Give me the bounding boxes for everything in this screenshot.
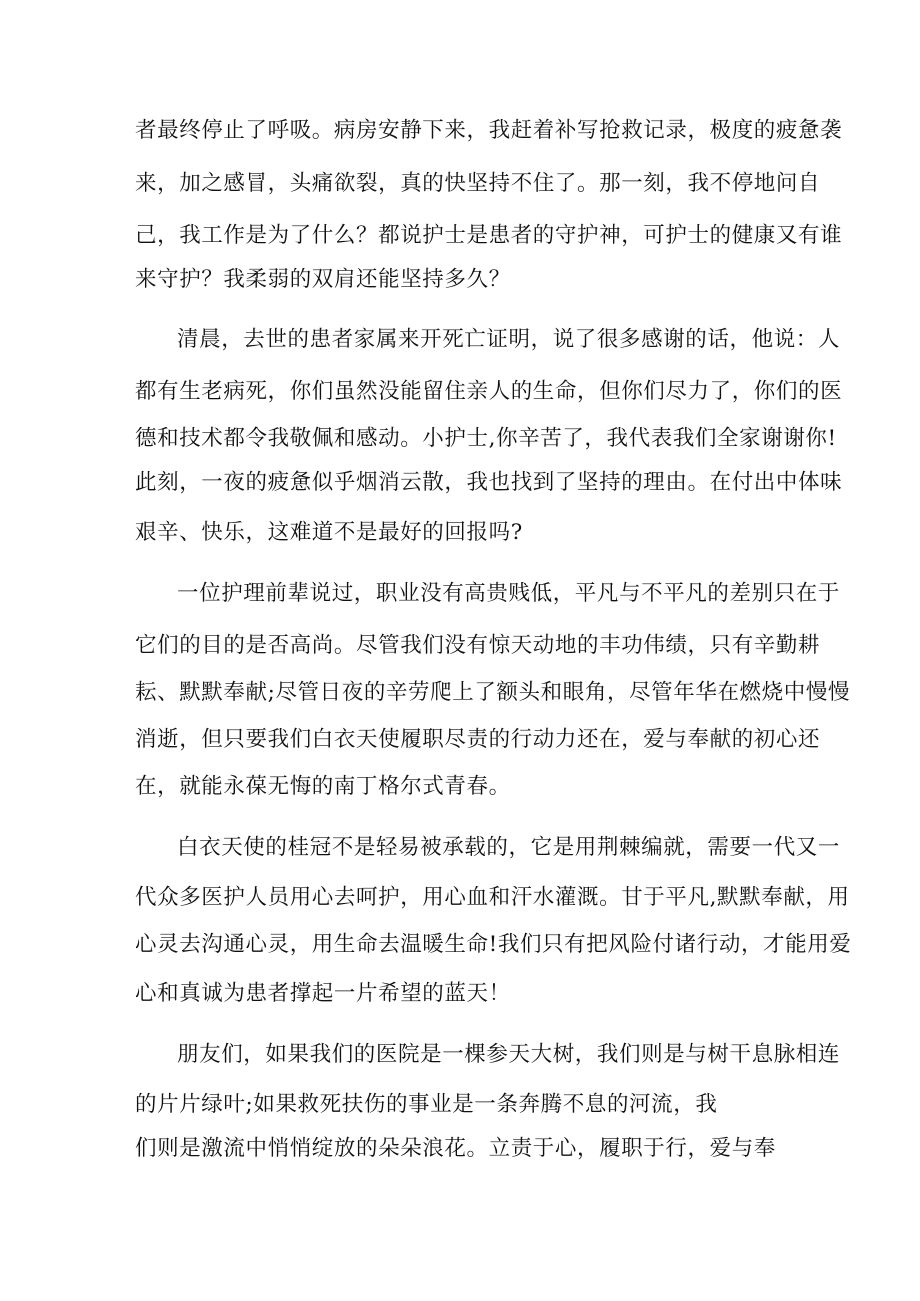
text-line: 心灵去沟通心灵，用生命去温暖生命!我们只有把风险付诸行动，才能用爱 xyxy=(135,932,852,957)
text-line: 此刻，一夜的疲惫似乎烟消云散，我也找到了坚持的理由。在付出中体味 xyxy=(135,470,843,495)
text-line: 来，加之感冒，头痛欲裂，真的快坚持不住了。那一刻，我不停地问自 xyxy=(135,171,821,196)
text-line: 们则是激流中悄悄绽放的朵朵浪花。立责于心，履职于行，爱与奉 xyxy=(135,1136,776,1161)
text-line: 消逝，但只要我们白衣天使履职尽责的行动力还在，爱与奉献的初心还 xyxy=(135,727,821,752)
text-line: 它们的目的是否高尚。尽管我们没有惊天动地的丰功伟绩，只有辛勤耕 xyxy=(135,633,821,658)
paragraph-first-line: 白衣天使的桂冠不是轻易被承载的，它是用荆棘编就，需要一代又一 xyxy=(177,835,841,860)
text-line: 者最终停止了呼吸。病房安静下来，我赶着补写抢救记录，极度的疲惫袭 xyxy=(135,118,843,143)
text-line: 德和技术都令我敬佩和感动。小护士,你辛苦了，我代表我们全家谢谢你! xyxy=(135,426,837,451)
text-line: 代众多医护人员用心去呵护，用心血和汗水灌溉。甘于平凡,默默奉献，用 xyxy=(135,885,850,910)
text-line: 艰辛、快乐，这难道不是最好的回报吗? xyxy=(135,520,523,545)
text-line: 耘、默默奉献;尽管日夜的辛劳爬上了额头和眼角，尽管年华在燃烧中慢慢 xyxy=(135,680,851,705)
text-line: 都有生老病死，你们虽然没能留住亲人的生命，但你们尽力了，你们的医 xyxy=(135,379,843,404)
paragraph-first-line: 清晨，去世的患者家属来开死亡证明，说了很多感谢的话，他说：人 xyxy=(177,327,841,352)
paragraph-first-line: 朋友们，如果我们的医院是一棵参天大树，我们则是与树干息脉相连 xyxy=(177,1042,841,1067)
text-line: 心和真诚为患者撑起一片希望的蓝天！ xyxy=(135,981,511,1006)
text-line: 的片片绿叶;如果救死扶伤的事业是一条奔腾不息的河流，我 xyxy=(135,1092,718,1117)
paragraph-first-line: 一位护理前辈说过，职业没有高贵贱低，平凡与不平凡的差别只在于 xyxy=(177,581,841,606)
text-line: 来守护？我柔弱的双肩还能坚持多久？ xyxy=(135,267,511,292)
text-line: 己，我工作是为了什么？都说护士是患者的守护神，可护士的健康又有谁 xyxy=(135,223,843,248)
text-line: 在，就能永葆无悔的南丁格尔式青春。 xyxy=(135,774,511,799)
